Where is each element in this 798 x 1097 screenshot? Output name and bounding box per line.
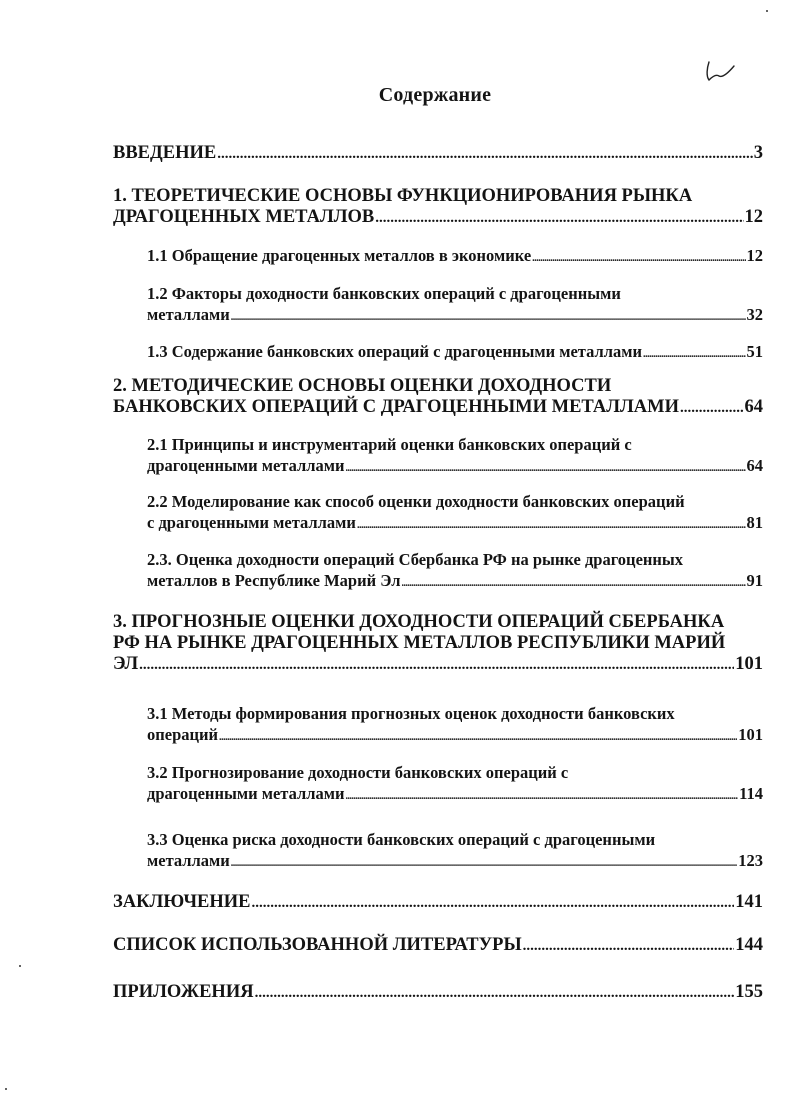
toc-entry-title: 3.1 Методы формирования прогнозных оценок доходности банковских bbox=[147, 704, 675, 723]
toc-page-number: 141 bbox=[735, 892, 763, 912]
toc-page-number: 64 bbox=[744, 397, 763, 417]
toc-entry-title: 1.1 Обращение драгоценных металлов в экономике bbox=[147, 246, 532, 265]
dot-leader bbox=[345, 783, 738, 807]
dot-leader bbox=[401, 570, 745, 594]
toc-page-number: 12 bbox=[744, 207, 763, 227]
handwritten-mark bbox=[703, 58, 737, 84]
toc-entry-title-cont: с драгоценными металлами bbox=[147, 513, 356, 532]
toc-page-number: 91 bbox=[746, 571, 763, 590]
dot-leader bbox=[680, 397, 744, 419]
dot-leader bbox=[532, 245, 745, 269]
toc-page-number: 144 bbox=[735, 935, 763, 955]
toc-entry-section-1-1[interactable] bbox=[147, 245, 763, 269]
toc-entry-section-3-2[interactable] bbox=[147, 762, 763, 807]
dot-leader bbox=[219, 724, 737, 748]
toc-entry-chapter-1[interactable] bbox=[113, 186, 763, 229]
toc-entry-section-2-2[interactable] bbox=[147, 491, 763, 536]
toc-page-number: 3 bbox=[753, 143, 763, 163]
toc-entry-conclusion[interactable] bbox=[113, 892, 763, 914]
toc-page-number: 64 bbox=[746, 456, 763, 475]
toc-entry-chapter-3[interactable] bbox=[113, 612, 763, 676]
toc-entry-title-cont: драгоценными металлами bbox=[147, 784, 345, 803]
toc-entry-section-2-1[interactable] bbox=[147, 434, 763, 479]
toc-entry-title: 1. ТЕОРЕТИЧЕСКИЕ ОСНОВЫ ФУНКЦИОНИРОВАНИЯ РЫНКА bbox=[113, 186, 693, 206]
dot-leader bbox=[357, 512, 746, 536]
toc-page-number: 81 bbox=[746, 513, 763, 532]
dot-leader bbox=[523, 935, 735, 957]
dot-leader bbox=[375, 207, 743, 229]
toc-entry-title-cont: металлов в Республике Марий Эл bbox=[147, 571, 401, 590]
dot-leader bbox=[345, 455, 745, 479]
toc-entry-chapter-2[interactable] bbox=[113, 376, 763, 419]
toc-page-number: 101 bbox=[738, 725, 763, 744]
toc-entry-title: СПИСОК ИСПОЛЬЗОВАННОЙ ЛИТЕРАТУРЫ bbox=[113, 935, 522, 955]
toc-entry-title: ПРИЛОЖЕНИЯ bbox=[113, 982, 254, 1002]
toc-entry-title: 2.3. Оценка доходности операций Сбербанка РФ на рынке драгоценных bbox=[147, 550, 684, 569]
dot-leader bbox=[643, 341, 746, 365]
toc-entry-title-cont: металлами bbox=[147, 851, 230, 870]
toc-entry-title: 3.2 Прогнозирование доходности банковских операций с bbox=[147, 763, 569, 782]
toc-entry-title: 3.3 Оценка риска доходности банковских операций с драгоценными bbox=[147, 830, 656, 849]
scan-speck bbox=[5, 1088, 7, 1090]
toc-entry-title-cont: ДРАГОЦЕННЫХ МЕТАЛЛОВ bbox=[113, 207, 375, 227]
dot-leader bbox=[252, 892, 735, 914]
toc-entry-title-cont: БАНКОВСКИХ ОПЕРАЦИЙ С ДРАГОЦЕННЫМИ МЕТАЛЛАМИ bbox=[113, 397, 679, 417]
toc-entry-title: ЗАКЛЮЧЕНИЕ bbox=[113, 892, 251, 912]
scan-speck bbox=[766, 10, 768, 12]
dot-leader bbox=[255, 982, 735, 1004]
toc-entry-introduction[interactable] bbox=[113, 143, 763, 165]
dot-leader bbox=[217, 143, 753, 165]
toc-entry-title: 2.1 Принципы и инструментарий оценки банковских операций с bbox=[147, 435, 632, 454]
toc-entry-title: 3. ПРОГНОЗНЫЕ ОЦЕНКИ ДОХОДНОСТИ ОПЕРАЦИЙ СБЕРБАНКА bbox=[113, 612, 725, 632]
toc-entry-title-cont: металлами bbox=[147, 305, 230, 324]
page-title: Содержание bbox=[378, 84, 492, 106]
toc-entry-appendices[interactable] bbox=[113, 982, 763, 1004]
toc-entry-section-3-3[interactable] bbox=[147, 829, 763, 874]
toc-page-number: 155 bbox=[735, 982, 763, 1002]
scan-speck bbox=[19, 965, 21, 967]
toc-entry-title: ВВЕДЕНИЕ bbox=[113, 143, 217, 163]
toc-entry-title-cont: РФ НА РЫНКЕ ДРАГОЦЕННЫХ МЕТАЛЛОВ РЕСПУБЛИКИ МАРИЙ bbox=[113, 633, 726, 653]
toc-entry-title-end: ЭЛ bbox=[113, 654, 139, 674]
toc-entry-title: 1.3 Содержание банковских операций с драгоценными металлами bbox=[147, 342, 642, 361]
toc-entry-title: 2. МЕТОДИЧЕСКИЕ ОСНОВЫ ОЦЕНКИ ДОХОДНОСТИ bbox=[113, 376, 612, 396]
toc-entry-title: 1.2 Факторы доходности банковских операций с драгоценными bbox=[147, 284, 621, 303]
toc-page-number: 32 bbox=[746, 305, 763, 324]
toc-page-number: 123 bbox=[738, 851, 763, 870]
toc-page-number: 12 bbox=[746, 246, 763, 265]
toc-entry-title: 2.2 Моделирование как способ оценки доходности банковских операций bbox=[147, 492, 685, 511]
toc-entry-section-1-2[interactable] bbox=[147, 283, 763, 328]
toc-page-number: 114 bbox=[739, 784, 763, 803]
toc-entry-title-cont: операций bbox=[147, 725, 219, 744]
toc-entry-title-cont: драгоценными металлами bbox=[147, 456, 345, 475]
toc-entry-bibliography[interactable] bbox=[113, 935, 763, 957]
dot-leader bbox=[231, 304, 746, 328]
dot-leader bbox=[139, 654, 734, 676]
toc-entry-section-3-1[interactable] bbox=[147, 703, 763, 748]
toc-page-number: 101 bbox=[735, 654, 763, 674]
dot-leader bbox=[231, 850, 737, 874]
toc-entry-section-1-3[interactable] bbox=[147, 341, 763, 365]
toc-entry-section-2-3[interactable] bbox=[147, 549, 763, 594]
toc-page-number: 51 bbox=[746, 342, 763, 361]
